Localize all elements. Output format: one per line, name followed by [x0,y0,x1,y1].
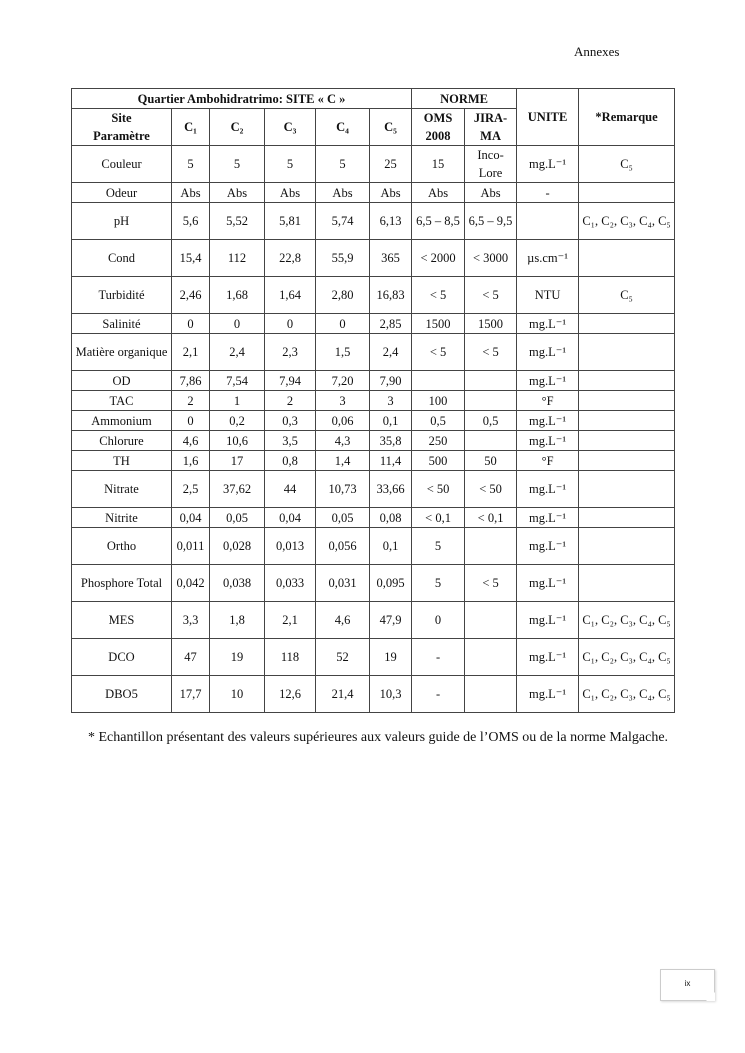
unit-cell: mg.L⁻¹ [517,411,579,431]
remarque-cell [579,431,675,451]
oms-value: < 5 [412,277,465,314]
remarque-cell: C₅ [579,146,675,183]
c2-value: 1 [210,391,265,411]
c5-value: Abs [370,183,412,203]
c1-value: 3,3 [172,602,210,639]
parameter-cell: Salinité [72,314,172,334]
table-row [72,565,675,602]
c3-value: 3,5 [265,431,316,451]
c2-value: 0,2 [210,411,265,431]
parameter-cell: DCO [72,639,172,676]
c4-value: 5 [316,146,370,183]
c3-value: 0,04 [265,508,316,528]
oms-value: 0,5 [412,411,465,431]
c1-value: 0,011 [172,528,210,565]
c4-value: 55,9 [316,240,370,277]
unit-cell: mg.L⁻¹ [517,471,579,508]
c3-value: 12,6 [265,676,316,713]
parameter-cell: pH [72,203,172,240]
unit-cell: mg.L⁻¹ [517,676,579,713]
c4-value: 4,6 [316,602,370,639]
oms-value: 6,5 – 8,5 [412,203,465,240]
c1-value: 0 [172,314,210,334]
unit-cell: mg.L⁻¹ [517,334,579,371]
table-row [72,314,675,334]
unit-cell: °F [517,391,579,411]
norme-header: NORME [412,89,517,109]
jirama-header: JIRA-MA [465,109,517,146]
parameter-cell: Phosphore Total [72,565,172,602]
c1-value: 15,4 [172,240,210,277]
c2-value: 0,038 [210,565,265,602]
c2-value: 1,68 [210,277,265,314]
c3-value: 0 [265,314,316,334]
table-row [72,471,675,508]
c4-value: 52 [316,639,370,676]
c1-value: 0 [172,411,210,431]
remarque-cell [579,371,675,391]
jirama-value: < 3000 [465,240,517,277]
unit-cell: mg.L⁻¹ [517,528,579,565]
unite-header: UNITE [517,89,579,146]
c3-value: 0,3 [265,411,316,431]
c3-value: 2,1 [265,602,316,639]
table-title: Quartier Ambohidratrimo: SITE « C » [72,89,412,109]
parameter-cell: TH [72,451,172,471]
c4-value: 3 [316,391,370,411]
jirama-value [465,676,517,713]
c2-value: 1,8 [210,602,265,639]
jirama-value: Inco-Lore [465,146,517,183]
unit-cell: NTU [517,277,579,314]
c5-header: C₅ [370,109,412,146]
oms-value: 15 [412,146,465,183]
jirama-value [465,431,517,451]
table-row [72,277,675,314]
c3-value: 2,3 [265,334,316,371]
c5-value: 25 [370,146,412,183]
oms-value [412,371,465,391]
c2-header: C₂ [210,109,265,146]
c5-value: 7,90 [370,371,412,391]
parameter-cell: Turbidité [72,277,172,314]
oms-value: - [412,639,465,676]
c5-value: 35,8 [370,431,412,451]
oms-value: Abs [412,183,465,203]
oms-value: 5 [412,528,465,565]
c4-value: 0,056 [316,528,370,565]
c5-value: 47,9 [370,602,412,639]
unit-cell: mg.L⁻¹ [517,431,579,451]
c5-value: 19 [370,639,412,676]
c2-value: 10 [210,676,265,713]
c1-value: 5,6 [172,203,210,240]
remarque-cell: C₁, C₂, C₃, C₄, C₅ [579,203,675,240]
c3-value: 5 [265,146,316,183]
parameter-cell: Ammonium [72,411,172,431]
oms-value: 100 [412,391,465,411]
c3-header: C₃ [265,109,316,146]
parameter-cell: MES [72,602,172,639]
table-row [72,676,675,713]
remarque-cell [579,508,675,528]
parameter-cell: Cond [72,240,172,277]
c2-value: 7,54 [210,371,265,391]
unit-cell: mg.L⁻¹ [517,371,579,391]
c2-value: 0,05 [210,508,265,528]
c1-value: 2,5 [172,471,210,508]
jirama-value: Abs [465,183,517,203]
c1-value: 2 [172,391,210,411]
oms-value: 500 [412,451,465,471]
oms-value: < 5 [412,334,465,371]
oms-header: OMS 2008 [412,109,465,146]
c3-value: 0,8 [265,451,316,471]
c4-value: 7,20 [316,371,370,391]
table-row [72,639,675,676]
c1-value: 0,042 [172,565,210,602]
remarque-cell [579,183,675,203]
unit-cell: mg.L⁻¹ [517,565,579,602]
oms-value: < 50 [412,471,465,508]
parameter-cell: Odeur [72,183,172,203]
c5-value: 16,83 [370,277,412,314]
unit-cell: - [517,183,579,203]
oms-value: 1500 [412,314,465,334]
oms-value: - [412,676,465,713]
parameter-cell: Chlorure [72,431,172,451]
remarque-cell [579,471,675,508]
water-quality-table [71,88,675,713]
c2-value: 2,4 [210,334,265,371]
c2-value: 0 [210,314,265,334]
unit-cell: µs.cm⁻¹ [517,240,579,277]
parameter-cell: Matière organique [72,334,172,371]
unit-cell: mg.L⁻¹ [517,508,579,528]
c4-value: 1,5 [316,334,370,371]
c5-value: 2,4 [370,334,412,371]
c5-value: 2,85 [370,314,412,334]
jirama-value: < 5 [465,334,517,371]
parameter-cell: Nitrate [72,471,172,508]
table-row [72,203,675,240]
table-row [72,371,675,391]
jirama-value: < 5 [465,565,517,602]
remarque-header: *Remarque [579,89,675,146]
c1-value: Abs [172,183,210,203]
c4-value: 10,73 [316,471,370,508]
c5-value: 11,4 [370,451,412,471]
remarque-cell [579,528,675,565]
remarque-cell: C₁, C₂, C₃, C₄, C₅ [579,639,675,676]
remarque-cell: C₁, C₂, C₃, C₄, C₅ [579,602,675,639]
c4-value: 1,4 [316,451,370,471]
site-label: Site [111,111,132,125]
jirama-value [465,391,517,411]
table-row [72,528,675,565]
c3-value: 44 [265,471,316,508]
parameter-cell: TAC [72,391,172,411]
remarque-cell: C₅ [579,277,675,314]
c1-value: 0,04 [172,508,210,528]
c2-value: 10,6 [210,431,265,451]
c3-value: 5,81 [265,203,316,240]
remarque-cell: C₁, C₂, C₃, C₄, C₅ [579,676,675,713]
site-parametre-header [72,109,172,146]
c4-value: 21,4 [316,676,370,713]
page-number: ix [660,969,715,1001]
oms-value: < 2000 [412,240,465,277]
c4-value: 5,74 [316,203,370,240]
unit-cell: mg.L⁻¹ [517,639,579,676]
jirama-value: 50 [465,451,517,471]
c4-value: 4,3 [316,431,370,451]
c1-value: 47 [172,639,210,676]
c4-value: 0 [316,314,370,334]
page-header: Annexes [574,44,620,59]
c4-value: 0,031 [316,565,370,602]
remarque-cell [579,411,675,431]
c5-value: 0,08 [370,508,412,528]
c1-value: 5 [172,146,210,183]
table-row [72,334,675,371]
oms-value: 5 [412,565,465,602]
c2-value: 5 [210,146,265,183]
jirama-value [465,371,517,391]
parameter-cell: Couleur [72,146,172,183]
jirama-value: 6,5 – 9,5 [465,203,517,240]
parameter-cell: DBO5 [72,676,172,713]
c1-header: C₁ [172,109,210,146]
c5-value: 3 [370,391,412,411]
c2-value: 17 [210,451,265,471]
c5-value: 33,66 [370,471,412,508]
table-row [72,508,675,528]
c3-value: 118 [265,639,316,676]
oms-value: < 0,1 [412,508,465,528]
jirama-value: < 5 [465,277,517,314]
c1-value: 7,86 [172,371,210,391]
remarque-cell [579,314,675,334]
c3-value: 0,033 [265,565,316,602]
table-row [72,146,675,183]
table-row [72,183,675,203]
c4-value: 0,05 [316,508,370,528]
unit-cell: mg.L⁻¹ [517,146,579,183]
footnote: * Echantillon présentant des valeurs supérieures aux valeurs guide de l’OMS ou de la norme Malgache. [88,730,669,745]
c3-value: Abs [265,183,316,203]
table-row [72,240,675,277]
remarque-cell [579,565,675,602]
jirama-value: 0,5 [465,411,517,431]
c1-value: 4,6 [172,431,210,451]
c1-value: 1,6 [172,451,210,471]
c1-value: 17,7 [172,676,210,713]
c4-value: 0,06 [316,411,370,431]
c2-value: 5,52 [210,203,265,240]
c3-value: 2 [265,391,316,411]
table-row [72,451,675,471]
c3-value: 0,013 [265,528,316,565]
c5-value: 0,095 [370,565,412,602]
c5-value: 6,13 [370,203,412,240]
table-row [72,411,675,431]
c2-value: 19 [210,639,265,676]
oms-value: 250 [412,431,465,451]
jirama-value [465,639,517,676]
jirama-value [465,602,517,639]
remarque-cell [579,391,675,411]
c5-value: 365 [370,240,412,277]
table-row [72,391,675,411]
remarque-cell [579,334,675,371]
c2-value: 112 [210,240,265,277]
unit-cell [517,203,579,240]
oms-value: 0 [412,602,465,639]
unit-cell: mg.L⁻¹ [517,314,579,334]
c4-header: C₄ [316,109,370,146]
c3-value: 7,94 [265,371,316,391]
c1-value: 2,46 [172,277,210,314]
table-row [72,431,675,451]
jirama-value [465,528,517,565]
parameter-cell: Nitrite [72,508,172,528]
c5-value: 0,1 [370,411,412,431]
c1-value: 2,1 [172,334,210,371]
c2-value: 0,028 [210,528,265,565]
remarque-cell [579,451,675,471]
unit-cell: mg.L⁻¹ [517,602,579,639]
parameter-cell: OD [72,371,172,391]
parameter-cell: Ortho [72,528,172,565]
c3-value: 1,64 [265,277,316,314]
c2-value: Abs [210,183,265,203]
jirama-value: < 50 [465,471,517,508]
unit-cell: °F [517,451,579,471]
parametre-label: Paramètre [93,129,150,143]
jirama-value: 1500 [465,314,517,334]
jirama-value: < 0,1 [465,508,517,528]
c2-value: 37,62 [210,471,265,508]
remarque-cell [579,240,675,277]
c5-value: 0,1 [370,528,412,565]
c3-value: 22,8 [265,240,316,277]
c4-value: 2,80 [316,277,370,314]
c4-value: Abs [316,183,370,203]
c5-value: 10,3 [370,676,412,713]
table-row [72,602,675,639]
